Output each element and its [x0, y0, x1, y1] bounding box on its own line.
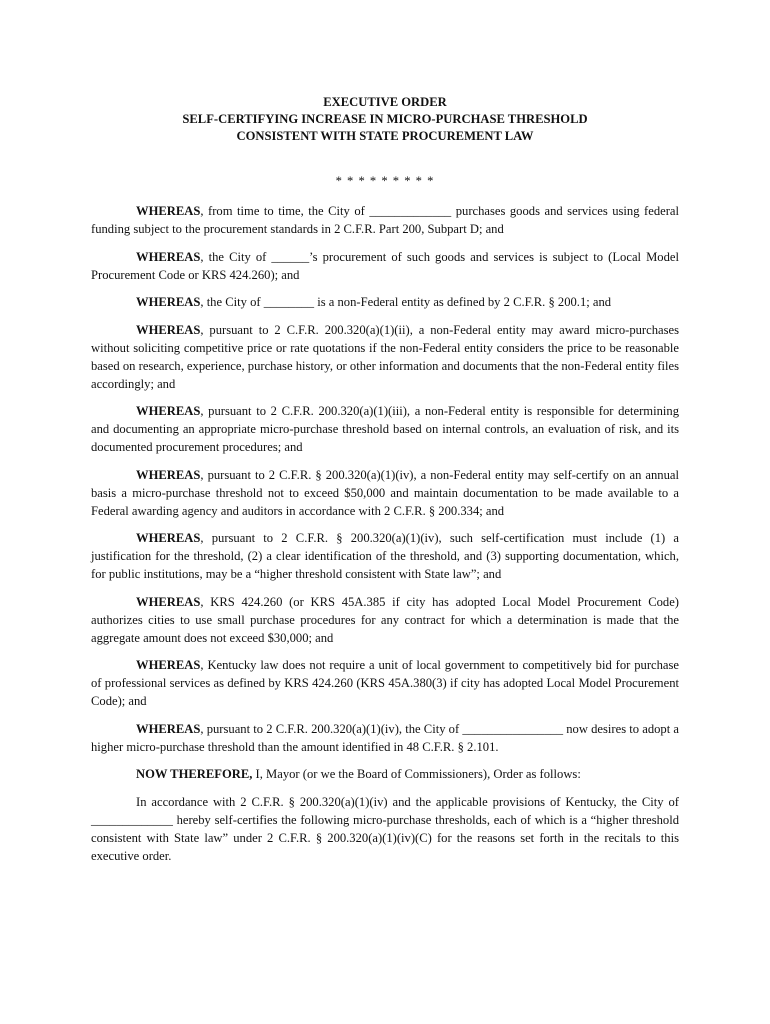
- paragraph-keyword: WHEREAS: [136, 204, 201, 218]
- paragraph-text: , the City of ________ is a non-Federal entity as defined by 2 C.F.R. § 200.1; and: [200, 295, 612, 309]
- title-line-2: SELF-CERTIFYING INCREASE IN MICRO-PURCHASE THRESHOLD: [182, 112, 588, 126]
- paragraph-text: I, Mayor (or we the Board of Commissioners), Order as follows:: [252, 767, 581, 781]
- paragraph-whereas-2: [91, 248, 679, 284]
- paragraph-keyword: NOW THEREFORE,: [136, 767, 253, 781]
- paragraph-whereas-7: [91, 529, 679, 583]
- paragraph-whereas-5: [91, 402, 679, 456]
- paragraph-text: In accordance with 2 C.F.R. § 200.320(a)(1)(iv) and the applicable provisions of Kentucky, the City of _____________ hereby self-certifies the following micro-purchase thresholds, each of which is a “higher threshold consistent with State law” under 2 C.F.R. § 200.320(a)(1)(iv)(C) for the reasons set forth in the recitals to this executive order.: [91, 794, 679, 863]
- paragraph-now-therefore: [91, 765, 679, 783]
- paragraph-keyword: WHEREAS: [136, 658, 201, 672]
- paragraph-keyword: WHEREAS: [136, 594, 201, 609]
- paragraph-text: , pursuant to 2 C.F.R. 200.320(a)(1)(ii), a non-Federal entity may award micro-purchases without soliciting competitive price or rate quotations if the non-Federal entity considers the price to be reasonable based on research, experience, purchase history, or other information and documents that the non-Federal entity files accordingly; and: [91, 322, 679, 391]
- title-line-1: EXECUTIVE ORDER: [323, 95, 447, 109]
- paragraph-keyword: WHEREAS: [136, 322, 201, 337]
- separator: * * * * * * * * *: [335, 174, 435, 188]
- paragraph-whereas-1: [91, 202, 679, 238]
- paragraph-whereas-6: [91, 466, 679, 520]
- document-body: [91, 202, 679, 874]
- paragraph-keyword: WHEREAS: [136, 249, 201, 264]
- paragraph-keyword: WHEREAS: [136, 531, 201, 545]
- paragraph-text: , pursuant to 2 C.F.R. 200.320(a)(1)(iii), a non-Federal entity is responsible for determining and documenting an appropriate micro-purchase threshold based on internal controls, an evaluation of risk, and its documented procurement procedures; and: [91, 404, 679, 454]
- paragraph-text: , pursuant to 2 C.F.R. § 200.320(a)(1)(iv), such self-certification must include (1) a justification for the threshold, (2) a clear identification of the threshold, and (3) supporting documentation, which, for public institutions, may be a “higher threshold consistent with State law”; and: [91, 531, 679, 581]
- paragraph-text: , pursuant to 2 C.F.R. 200.320(a)(1)(iv), the City of ________________ now desires to adopt a higher micro-purchase threshold than the amount identified in 48 C.F.R. § 2.101.: [91, 721, 679, 754]
- paragraph-text: , pursuant to 2 C.F.R. § 200.320(a)(1)(iv), a non-Federal entity may self-certify on an annual basis a micro-purchase threshold not to exceed $50,000 and maintain documentation to be made available to a Federal awarding agency and auditors in accordance with 2 C.F.R. § 200.334; and: [91, 467, 679, 518]
- paragraph-whereas-8: [91, 593, 679, 647]
- paragraph-whereas-10: [91, 720, 679, 756]
- paragraph-text: , Kentucky law does not require a unit of local government to competitively bid for purchase of professional services as defined by KRS 424.260 (KRS 45A.380(3) if city has adopted Local Model Procurement Code); and: [91, 658, 679, 708]
- paragraph-whereas-3: [91, 293, 679, 311]
- paragraph-keyword: WHEREAS: [136, 721, 201, 736]
- paragraph-keyword: WHEREAS: [136, 404, 201, 418]
- paragraph-keyword: WHEREAS: [136, 295, 201, 309]
- paragraph-text: , from time to time, the City of _____________ purchases goods and services using federal funding subject to the procurement standards in 2 C.F.R. Part 200, Subpart D; and: [91, 204, 679, 236]
- paragraph-text: , KRS 424.260 (or KRS 45A.385 if city has adopted Local Model Procurement Code) authorizes cities to use small purchase procedures for any contract for which a determination is made that the aggregate amount does not exceed $30,000; and: [91, 594, 679, 645]
- paragraph-whereas-9: [91, 656, 679, 710]
- document-title: [0, 94, 770, 145]
- paragraph-keyword: WHEREAS: [136, 467, 201, 482]
- paragraph-whereas-4: [91, 321, 679, 393]
- title-line-3: CONSISTENT WITH STATE PROCUREMENT LAW: [236, 129, 534, 143]
- paragraph-order: [91, 793, 679, 865]
- paragraph-text: , the City of ______’s procurement of such goods and services is subject to (Local Model Procurement Code or KRS 424.260); and: [91, 249, 679, 282]
